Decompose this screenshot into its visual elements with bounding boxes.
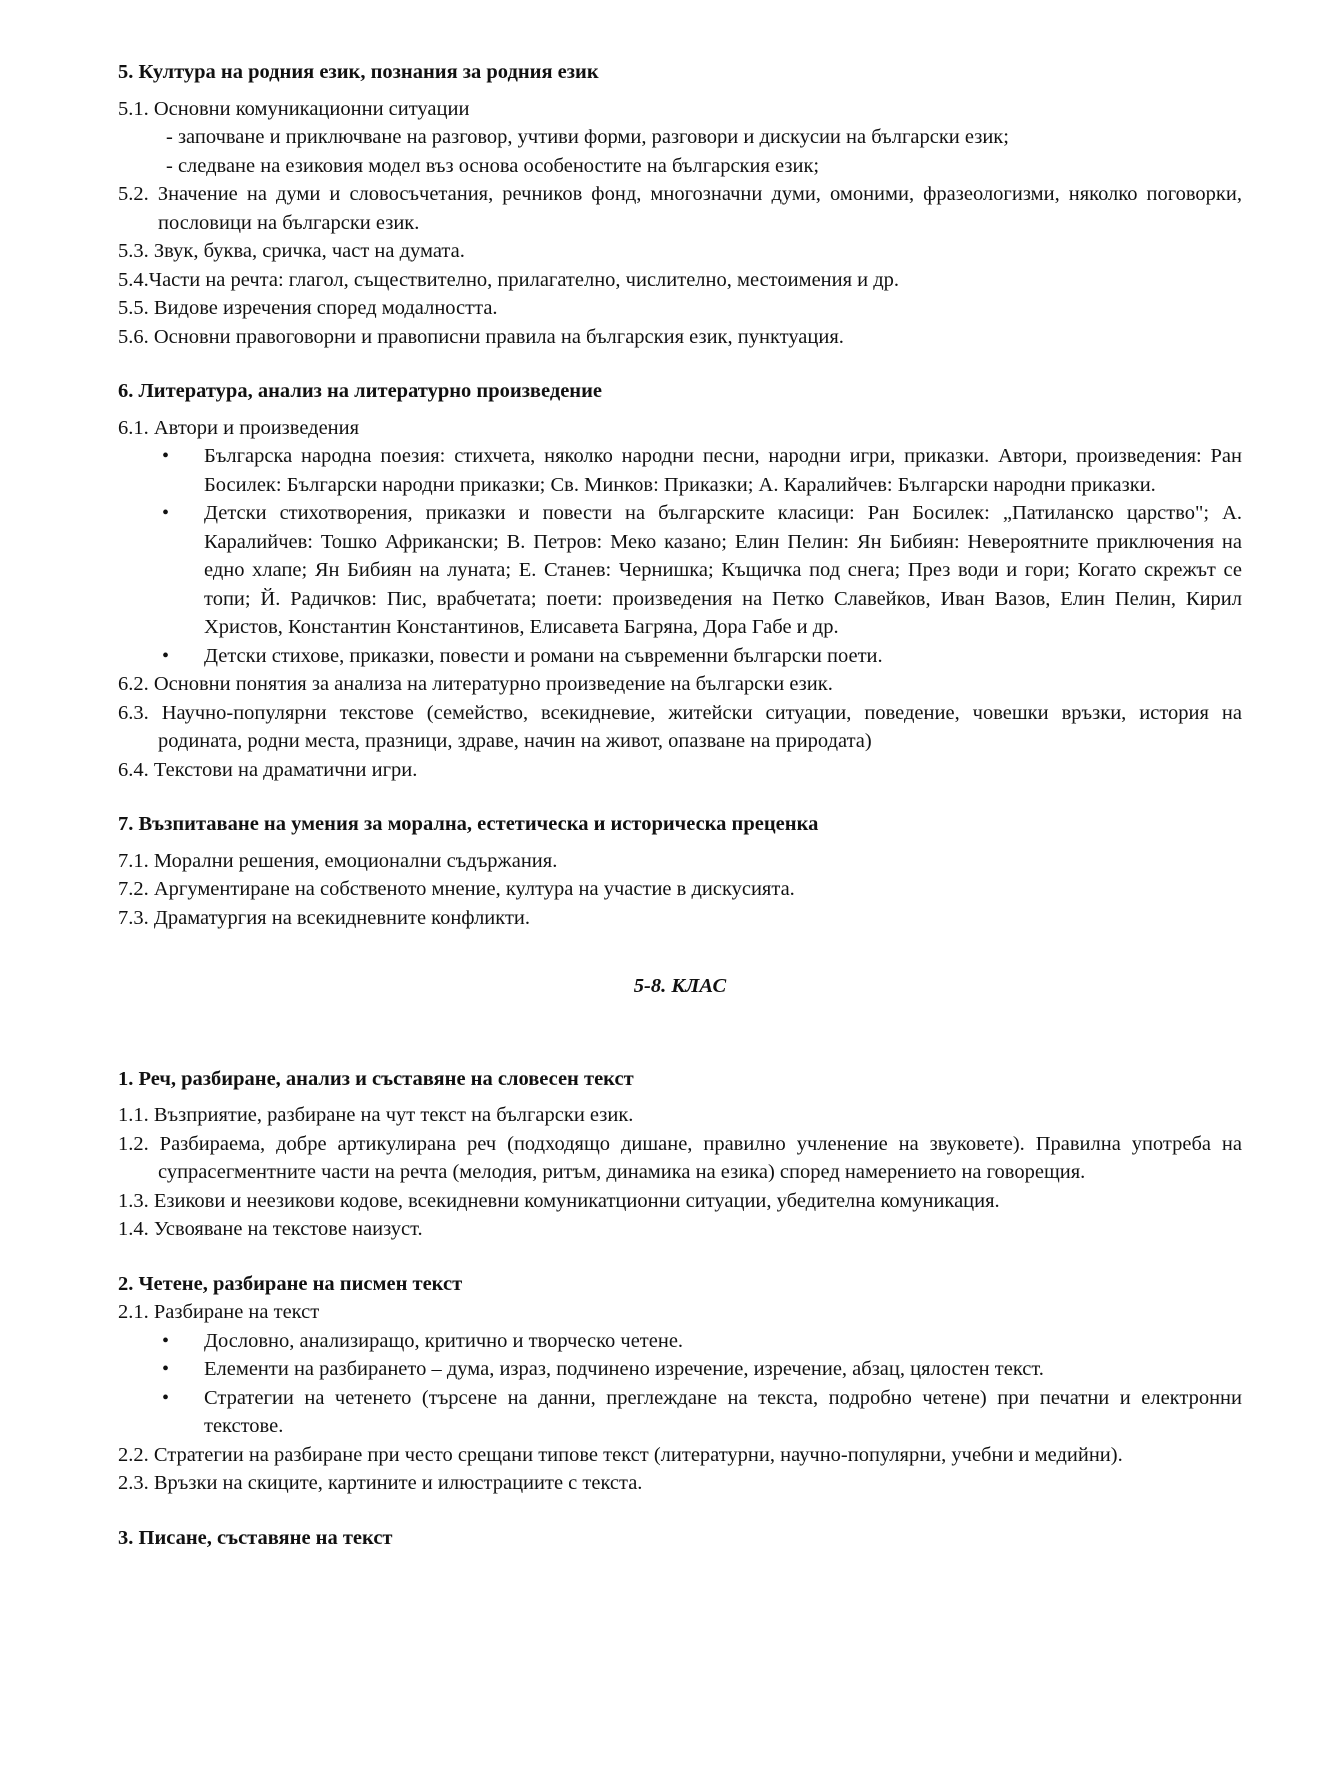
section-1 <box>118 1065 1242 1244</box>
list-item: 5.1. Основни комуникационни ситуации <box>118 97 470 120</box>
list-item: 6.3. Научно-популярни текстове (семейство, всекидневие, житейски ситуации, поведение, човешки връзки, история на родината, родни места, празници, здраве, начин на живот, опазване на природата) <box>118 701 1242 752</box>
bullet-item: • Елементи на разбирането – дума, израз, подчинено изречение, изречение, абзац, цялостен текст. <box>118 1355 1242 1384</box>
bullet-item: • Детски стихотворения, приказки и повести на българските класици: Ран Босилек: „Патиланско царство"; А. Каралийчев: Тошко Африкански; В. Петров: Меко казано; Елин Пелин: Ян Бибиян: Невероятните приключения на едно хлапе; Ян Бибиян на луната; Е. Станев: Чернишка; Къщичка под снега; През води и гори; Когато скрежът се топи; Й. Радичков: Пис, врабчетата; поети: произведения на Петко Славейков, Иван Вазов, Елин Пелин, Кирил Христов, Константин Константинов, Елисавета Багряна, Дора Габе и др. <box>118 499 1242 642</box>
grade-title: 5-8. КЛАС <box>633 975 727 997</box>
list-item: 1.4. Усвояване на текстове наизуст. <box>118 1218 423 1240</box>
section-2 <box>118 1270 1242 1498</box>
list-item: 5.4.Части на речта: глагол, съществително, прилагателно, числително, местоимения и др. <box>118 268 900 291</box>
list-item: 6.4. Текстови на драматични игри. <box>118 758 418 781</box>
list-item: 6.2. Основни понятия за анализа на литературно произведение на български език. <box>118 673 833 695</box>
list-item: 7.3. Драматургия на всекидневните конфликти. <box>118 906 531 929</box>
section-heading: 7. Възпитаване на умения за морална, естетическа и историческа преценка <box>118 813 819 835</box>
list-item: 2.1. Разбиране на текст <box>118 1301 320 1323</box>
section-heading: 6. Литература, анализ на литературно произведение <box>118 380 603 402</box>
section-heading: 1. Реч, разбиране, анализ и съставяне на словесен текст <box>118 1067 634 1090</box>
bullet-item: • Детски стихове, приказки, повести и романи на съвременни български поети. <box>118 642 1242 671</box>
section-heading: 2. Четене, разбиране на писмен текст <box>118 1272 463 1295</box>
list-item: 7.2. Аргументиране на собственото мнение, култура на участие в дискусията. <box>118 878 795 900</box>
list-item: 5.2. Значение на думи и словосъчетания, речников фонд, многозначни думи, омоними, фразеологизми, няколко поговорки, пословици на български език. <box>118 183 1242 234</box>
list-item: 1.1. Възприятие, разбиране на чут текст на български език. <box>118 1104 634 1126</box>
bullet-item: • Стратегии на четенето (търсене на данни, преглеждане на текста, подробно четене) при печатни и електронни текстове. <box>118 1384 1242 1441</box>
list-item: 5.3. Звук, буква, сричка, част на думата. <box>118 240 465 262</box>
list-item: 5.5. Видове изречения според модалността. <box>118 297 498 319</box>
list-item: 2.2. Стратегии на разбиране при често срещани типове текст (литературни, научно-популярни, учебни и медийни). <box>118 1443 1123 1466</box>
list-item: 1.3. Езикови и неезикови кодове, всекидневни комуникатционни ситуации, убедителна комуникация. <box>118 1189 1000 1212</box>
section-heading: 3. Писане, съставяне на текст <box>118 1526 393 1549</box>
list-item: - започване и приключване на разговор, учтиви форми, разговори и дискусии на български език; <box>166 126 1009 148</box>
document-page <box>118 58 1242 1578</box>
list-item: 7.1. Морални решения, емоционални съдържания. <box>118 849 558 872</box>
section-heading: 5. Култура на родния език, познания за родния език <box>118 61 599 83</box>
list-item: 1.2. Разбираема, добре артикулирана реч (подходящо дишане, правилно учленение на звуковете). Правилна употреба на супрасегментните части на речта (мелодия, ритъм, динамика на езика) според намерението на говорещия. <box>118 1132 1242 1183</box>
list-item: - следване на езиковия модел въз основа особеностите на българския език; <box>166 154 820 177</box>
bullet-item: • Българска народна поезия: стихчета, няколко народни песни, народни игри, приказки. Автори, произведения: Ран Босилек: Български народни приказки; Св. Минков: Приказки; А. Каралийчев: Български народни приказки. <box>118 442 1242 499</box>
bullet-list <box>118 442 1242 670</box>
section-6 <box>118 377 1242 784</box>
list-item: 2.3. Връзки на скиците, картините и илюстрациите с текста. <box>118 1472 643 1494</box>
section-7 <box>118 810 1242 932</box>
bullet-item: • Дословно, анализиращо, критично и творческо четене. <box>118 1327 1242 1356</box>
bullet-list <box>118 1327 1242 1441</box>
list-item: 6.1. Автори и произведения <box>118 416 360 439</box>
list-item: 5.6. Основни правоговорни и правописни правила на българския език, пунктуация. <box>118 325 844 348</box>
section-3 <box>118 1524 1242 1553</box>
section-5 <box>118 58 1242 351</box>
